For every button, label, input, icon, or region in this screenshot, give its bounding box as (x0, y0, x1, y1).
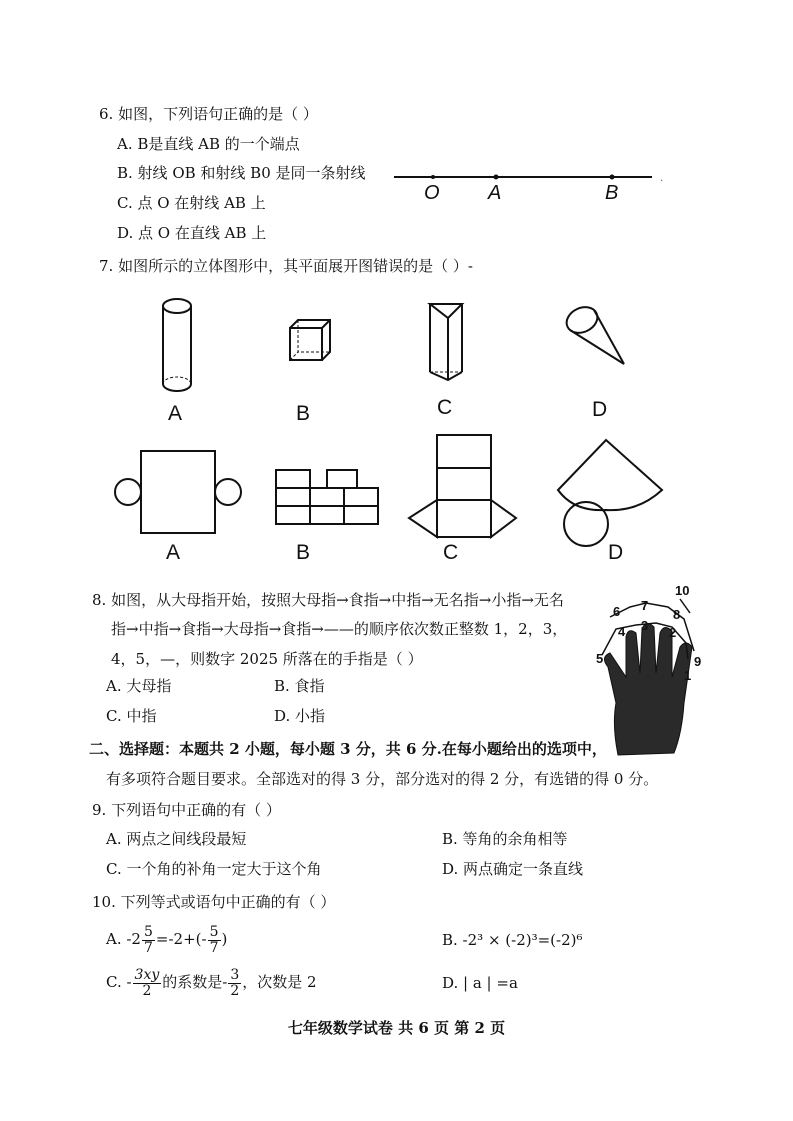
q10-a-num-2: 5 (209, 923, 219, 940)
q10-a-mid: =-2+(- (155, 930, 207, 948)
q9-option-a: A. 两点之间线段最短 (106, 830, 247, 848)
net-d-cone (556, 438, 668, 550)
hand-figure (588, 585, 718, 765)
solid-label-d: D (592, 398, 608, 421)
hand-number-2: 2 (669, 625, 677, 640)
section-2-instructions: 有多项符合题目要求。全部选对的得 3 分，部分选对的得 2 分，有选错的得 0 分。 (106, 770, 659, 788)
q10-option-b: B. -2³ × (-2)³=(-2)⁶ (442, 931, 583, 949)
net-label-d: D (608, 541, 624, 564)
q10-stem: 10. 下列等式或语句中正确的有（ ） (92, 893, 336, 911)
q10-option-c (106, 964, 317, 1000)
net-label-a: A (166, 541, 181, 564)
q10-option-d: D. | a | =a (442, 974, 518, 992)
q6-option-d: D. 点 O 在直线 AB 上 (117, 224, 267, 242)
hand-number-4: 4 (618, 624, 626, 639)
q10-c-den-1: 2 (142, 982, 152, 999)
q9-option-b: B. 等角的余角相等 (442, 830, 568, 848)
hand-number-10: 10 (675, 583, 690, 598)
net-label-b: B (296, 541, 311, 564)
section-2-heading: 二、选择题：本题共 2 小题，每小题 3 分，共 6 分.在每小题给出的选项中， (89, 740, 607, 758)
q6-option-a: A. B是直线 AB 的一个端点 (117, 135, 300, 153)
q10-a-fraction-1 (142, 925, 155, 956)
q10-a-prefix: A. -2 (106, 930, 141, 948)
net-b-cube (274, 468, 384, 530)
q9-option-c: C. 一个角的补角一定大于这个角 (106, 860, 322, 878)
q10-c-mid: 的系数是- (162, 973, 228, 991)
solid-label-a: A (168, 402, 183, 425)
q10-a-den-1: 7 (143, 939, 153, 956)
q10-a-end: ) (221, 930, 228, 948)
q9-option-d: D. 两点确定一条直线 (442, 860, 584, 878)
net-c-prism (406, 432, 518, 544)
q8-option-b: B. 食指 (274, 677, 325, 695)
q8-option-c: C. 中指 (106, 707, 157, 725)
solid-label-c: C (437, 396, 453, 419)
q8-line-1: 8. 如图，从大母指开始，按照大母指→食指→中指→无名指→小指→无名 (92, 591, 564, 609)
hand-number-3: 3 (641, 618, 649, 633)
cone-solid (562, 300, 627, 370)
q10-c-prefix: C. - (106, 973, 132, 991)
net-label-c: C (443, 541, 459, 564)
triangular-prism-solid (426, 300, 476, 385)
q10-c-den-2: 2 (230, 982, 240, 999)
point-a-label: A (488, 182, 502, 204)
q9-stem: 9. 下列语句中正确的有（ ） (92, 801, 281, 819)
q10-c-num-1: 3xy (134, 966, 160, 983)
cube-solid (288, 318, 338, 368)
cylinder-solid (155, 296, 205, 396)
hand-number-5: 5 (596, 651, 604, 666)
q10-c-end: ，次数是 2 (242, 973, 317, 991)
net-a-cylinder (114, 448, 246, 538)
q10-c-fraction-2 (228, 968, 241, 999)
q6-option-c: C. 点 O 在射线 AB 上 (117, 194, 266, 212)
q10-option-a (106, 922, 227, 956)
q10-c-fraction-1 (133, 968, 162, 999)
solid-label-b: B (296, 402, 311, 425)
q8-option-a: A. 大母指 (106, 677, 172, 695)
q10-a-fraction-2 (208, 925, 221, 956)
q10-a-num-1: 5 (143, 923, 153, 940)
svg-text:.: . (660, 173, 664, 184)
hand-number-6: 6 (613, 604, 621, 619)
hand-number-7: 7 (641, 598, 649, 613)
q8-line-3: 4，5，—，则数字 2025 所落在的手指是（ ） (111, 650, 423, 668)
q7-stem: 7. 如图所示的立体图形中，其平面展开图错误的是（ ）- (99, 257, 473, 275)
hand-number-8: 8 (673, 607, 681, 622)
q6-stem: 6. 如图，下列语句正确的是（ ） (99, 105, 318, 123)
q8-option-d: D. 小指 (274, 707, 326, 725)
point-o-label: O (424, 182, 440, 204)
q10-a-den-2: 7 (209, 939, 219, 956)
hand-number-9: 9 (694, 654, 702, 669)
page-footer: 七年级数学试卷 共 6 页 第 2 页 (287, 1019, 506, 1037)
q8-line-2: 指→中指→食指→大母指→食指→——的顺序依次数正整数 1，2，3， (111, 620, 568, 638)
q6-option-b: B. 射线 OB 和射线 B0 是同一条射线 (117, 164, 366, 182)
hand-number-1: 1 (684, 668, 692, 683)
q10-c-num-2: 3 (230, 966, 240, 983)
point-b-label: B (605, 182, 619, 204)
